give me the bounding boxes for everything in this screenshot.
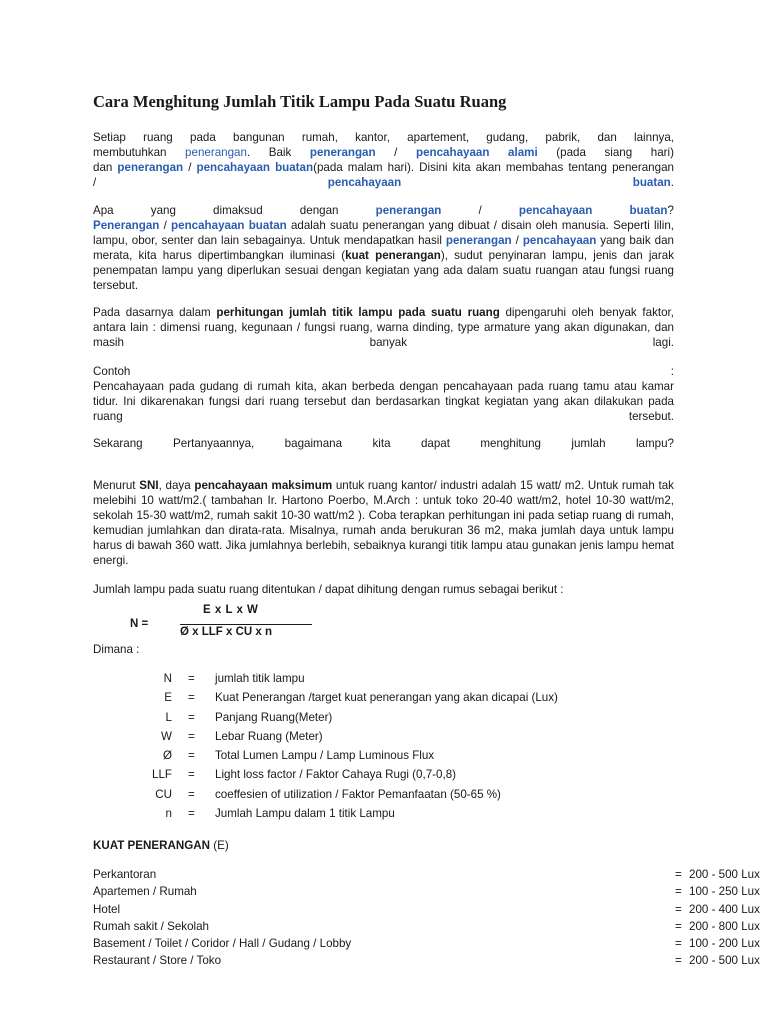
text-run: lampu, obor, senter dan lain sebagainya. Untuk mendapatkan hasil <box>93 234 442 247</box>
link-pencahayaan-buatan[interactable]: pencahayaan buatan <box>171 219 287 232</box>
text-run: Menurut <box>93 479 136 492</box>
variable-symbol: CU <box>155 787 172 801</box>
text-line <box>93 175 674 190</box>
variable-symbol: L <box>165 710 172 724</box>
text-run: (pada malam hari). Disini kita akan membahas tentang penerangan <box>313 161 674 174</box>
text-line: harus di bawah 360 watt. Jika jumlahnya berlebih, sebaiknya kurangi titik lampu atau gunakan jenis lampu hemat <box>93 539 674 552</box>
paragraph-definition <box>93 203 674 293</box>
lux-value: 100 - 200 Lux <box>689 937 760 951</box>
equals-sign: = <box>188 768 195 782</box>
text-line: antara lain : dimensi ruang, kegunaan / fungsi ruang, warna dinding, type armature yang akan digunakan, dan <box>93 321 674 334</box>
bold-text: SNI <box>139 479 159 492</box>
text-line: sekolah 15-30 watt/m2, rumah sakit 10-30 watt/m2 ). Coba terapkan perhitungan ini pada setiap ruang di rumah, <box>93 509 674 522</box>
variable-description: Light loss factor / Faktor Cahaya Rugi (0,7-0,8) <box>215 768 457 782</box>
variable-description: Jumlah Lampu dalam 1 titik Lampu <box>215 807 395 821</box>
text-line: tidur. Ini dikarenakan fungsi dari ruang tersebut dan berdasarkan tingkat kegiatan yang akan dilakukan pada <box>93 395 674 408</box>
separator: / <box>163 219 167 232</box>
equals-sign: = <box>188 672 195 685</box>
text-run: ? <box>667 204 674 217</box>
text-line: masih banyak lagi. <box>93 336 674 349</box>
bold-text: kuat penerangan <box>345 249 441 262</box>
link-penerangan[interactable]: penerangan <box>309 146 376 159</box>
separator: / <box>478 204 482 217</box>
paragraph-question <box>93 436 674 451</box>
text-line: energi. <box>93 554 129 567</box>
text-line <box>93 248 674 263</box>
text-run: (pada siang hari) <box>556 146 674 159</box>
lux-row <box>93 885 761 902</box>
equals-sign: = <box>675 885 682 899</box>
room-type: Restaurant / Store / Toko <box>93 954 222 968</box>
text-run: ruang <box>93 410 123 423</box>
variable-description: Kuat Penerangan /target kuat penerangan yang akan dicapai (Lux) <box>215 691 558 705</box>
text-run: Contoh <box>93 365 131 378</box>
equals-sign: = <box>675 937 682 951</box>
lux-value: 200 - 400 Lux <box>689 902 760 916</box>
text-run: Apa yang dimaksud dengan <box>93 204 339 217</box>
text-run: Pada dasarnya dalam <box>93 306 211 319</box>
text-line: Pencahayaan pada gudang di rumah kita, akan berbeda dengan pencahayaan pada ruang tamu atau kamar <box>93 380 674 393</box>
link-pencahayaan[interactable]: pencahayaan <box>327 176 402 189</box>
text-run: untuk ruang kantor/ industri adalah 15 watt/ m2. Untuk rumah tak <box>335 479 674 492</box>
variable-symbol: W <box>161 729 172 743</box>
equals-sign: = <box>675 868 682 881</box>
room-type: Perkantoran <box>93 868 157 881</box>
room-type: Hotel <box>93 902 121 916</box>
lux-value: 200 - 800 Lux <box>689 919 760 933</box>
variable-description: coeffesien of utilization / Faktor Pemanfaatan (50-65 %) <box>215 787 501 801</box>
text-run: merata, kita harus dipertimbangkan iluminasi ( <box>93 249 346 262</box>
paragraph-example <box>93 364 674 424</box>
paragraph-factors <box>93 305 674 350</box>
formula-denominator: Ø x LLF x CU x n <box>180 626 273 638</box>
equals-sign: = <box>188 807 195 821</box>
formula-numerator: E x L x W <box>203 604 259 616</box>
link-pencahayaan[interactable]: pencahayaan <box>415 146 490 159</box>
text-line: tersebut. <box>93 279 139 292</box>
paragraph-formula-intro <box>93 582 674 597</box>
text-line <box>93 203 674 218</box>
variable-description: jumlah titik lampu <box>215 672 305 685</box>
text-line <box>93 364 674 379</box>
page-title: Cara Menghitung Jumlah Titik Lampu Pada Suatu Ruang <box>93 92 507 111</box>
equals-sign: = <box>675 954 682 968</box>
lux-row <box>93 868 761 885</box>
link-penerangan[interactable]: Penerangan <box>93 219 160 232</box>
text-line: melebihi 10 watt/m2.( tambahan Ir. Hartono Poerbo, M.Arch : untuk toko 20-40 watt/m2, hotel 10-30 watt/m2, <box>93 494 674 507</box>
heading-rest: (E) <box>213 839 229 852</box>
lux-row <box>93 903 761 920</box>
text-run: , daya <box>158 479 191 492</box>
text-line <box>93 145 674 160</box>
lux-row <box>93 937 761 954</box>
text-run: . <box>670 176 674 189</box>
equals-sign: = <box>188 749 195 763</box>
text-line <box>93 160 674 175</box>
room-type: Basement / Toilet / Coridor / Hall / Gudang / Lobby <box>93 937 352 951</box>
fraction-bar <box>180 624 312 625</box>
equals-sign: = <box>188 729 195 743</box>
text-line <box>93 218 674 233</box>
variable-symbol: Ø <box>162 749 172 763</box>
lux-table <box>93 868 761 972</box>
text-line: Setiap ruang pada bangunan rumah, kantor, apartement, gudang, pabrik, dan lainnya, <box>93 131 674 144</box>
separator: / <box>515 234 519 247</box>
formula <box>130 604 330 644</box>
lux-value: 200 - 500 Lux <box>689 954 760 968</box>
variable-description: Panjang Ruang(Meter) <box>215 710 333 724</box>
text-run: dipengaruhi oleh benyak faktor, <box>505 306 674 319</box>
lux-row <box>93 920 761 937</box>
text-line <box>93 305 674 320</box>
equals-sign: = <box>188 710 195 724</box>
link-buatan[interactable]: buatan <box>629 204 668 217</box>
lux-value: 200 - 500 Lux <box>689 868 760 881</box>
separator: / <box>188 161 192 174</box>
room-type: Apartemen / Rumah <box>93 885 197 899</box>
link-penerangan[interactable]: penerangan <box>185 146 247 159</box>
variable-symbol: N <box>163 672 172 685</box>
variable-description: Lebar Ruang (Meter) <box>215 729 323 743</box>
section-heading-kuat-penerangan <box>93 839 229 852</box>
link-pencahayaan[interactable]: pencahayaan <box>522 234 597 247</box>
heading-bold: KUAT PENERANGAN <box>93 839 211 852</box>
text-run: dan <box>93 161 113 174</box>
equals-sign: = <box>675 902 682 916</box>
link-penerangan[interactable]: penerangan <box>117 161 184 174</box>
link-buatan[interactable]: buatan <box>632 176 671 189</box>
text-line: penempatan lampu yang diperlukan sesuai dengan kegiatan yang ada dalam suatu ruangan atau fungsi ruang <box>93 264 674 277</box>
link-pencahayaan[interactable]: pencahayaan <box>518 204 593 217</box>
dimana-label: Dimana : <box>93 643 140 656</box>
text-run: tersebut. <box>628 410 674 423</box>
text-run: yang baik dan <box>600 234 674 247</box>
room-type: Rumah sakit / Sekolah <box>93 919 209 933</box>
paragraph-sni <box>93 478 674 568</box>
variable-symbol: n <box>165 807 172 821</box>
text-run: adalah suatu penerangan yang dibuat / disain oleh manusia. Seperti lilin, <box>290 219 674 232</box>
equals-sign: = <box>188 787 195 801</box>
link-alami[interactable]: alami <box>508 146 538 159</box>
text-run: / <box>93 176 97 189</box>
text-line <box>93 233 674 248</box>
text-line: Sekarang Pertanyaannya, bagaimana kita dapat menghitung jumlah lampu? <box>93 437 674 450</box>
formula-lhs: N = <box>130 618 149 630</box>
variable-symbol: LLF <box>152 768 172 782</box>
text-run: ), sudut penyinaran lampu, jenis dan jarak <box>440 249 674 262</box>
variable-description: Total Lumen Lampu / Lamp Luminous Flux <box>215 749 435 763</box>
bold-text: perhitungan jumlah titik lampu pada suatu ruang <box>216 306 500 319</box>
equals-sign: = <box>675 919 682 933</box>
text-run: : <box>670 365 674 378</box>
text-line: kemudian jumlahkan dan dirata-rata. Misalnya, rumah anda berukuran 36 m2, maka jumlah daya untuk lampu <box>93 524 674 537</box>
text-line <box>93 409 674 424</box>
text-run: . Baik <box>246 146 292 159</box>
text-run: membutuhkan <box>93 146 167 159</box>
bold-text: pencahayaan maksimum <box>194 479 333 492</box>
paragraph-intro <box>93 130 674 190</box>
text-line <box>93 478 674 493</box>
equals-sign: = <box>188 691 195 705</box>
lux-value: 100 - 250 Lux <box>689 885 760 899</box>
link-penerangan[interactable]: penerangan <box>375 204 442 217</box>
lux-row <box>93 954 761 971</box>
variable-symbol: E <box>164 691 172 705</box>
link-pencahayaan-buatan[interactable]: pencahayaan buatan <box>196 161 314 174</box>
text-line: Jumlah lampu pada suatu ruang ditentukan / dapat dihitung dengan rumus sebagai berikut : <box>93 583 564 596</box>
separator: / <box>394 146 398 159</box>
link-penerangan[interactable]: penerangan <box>445 234 512 247</box>
